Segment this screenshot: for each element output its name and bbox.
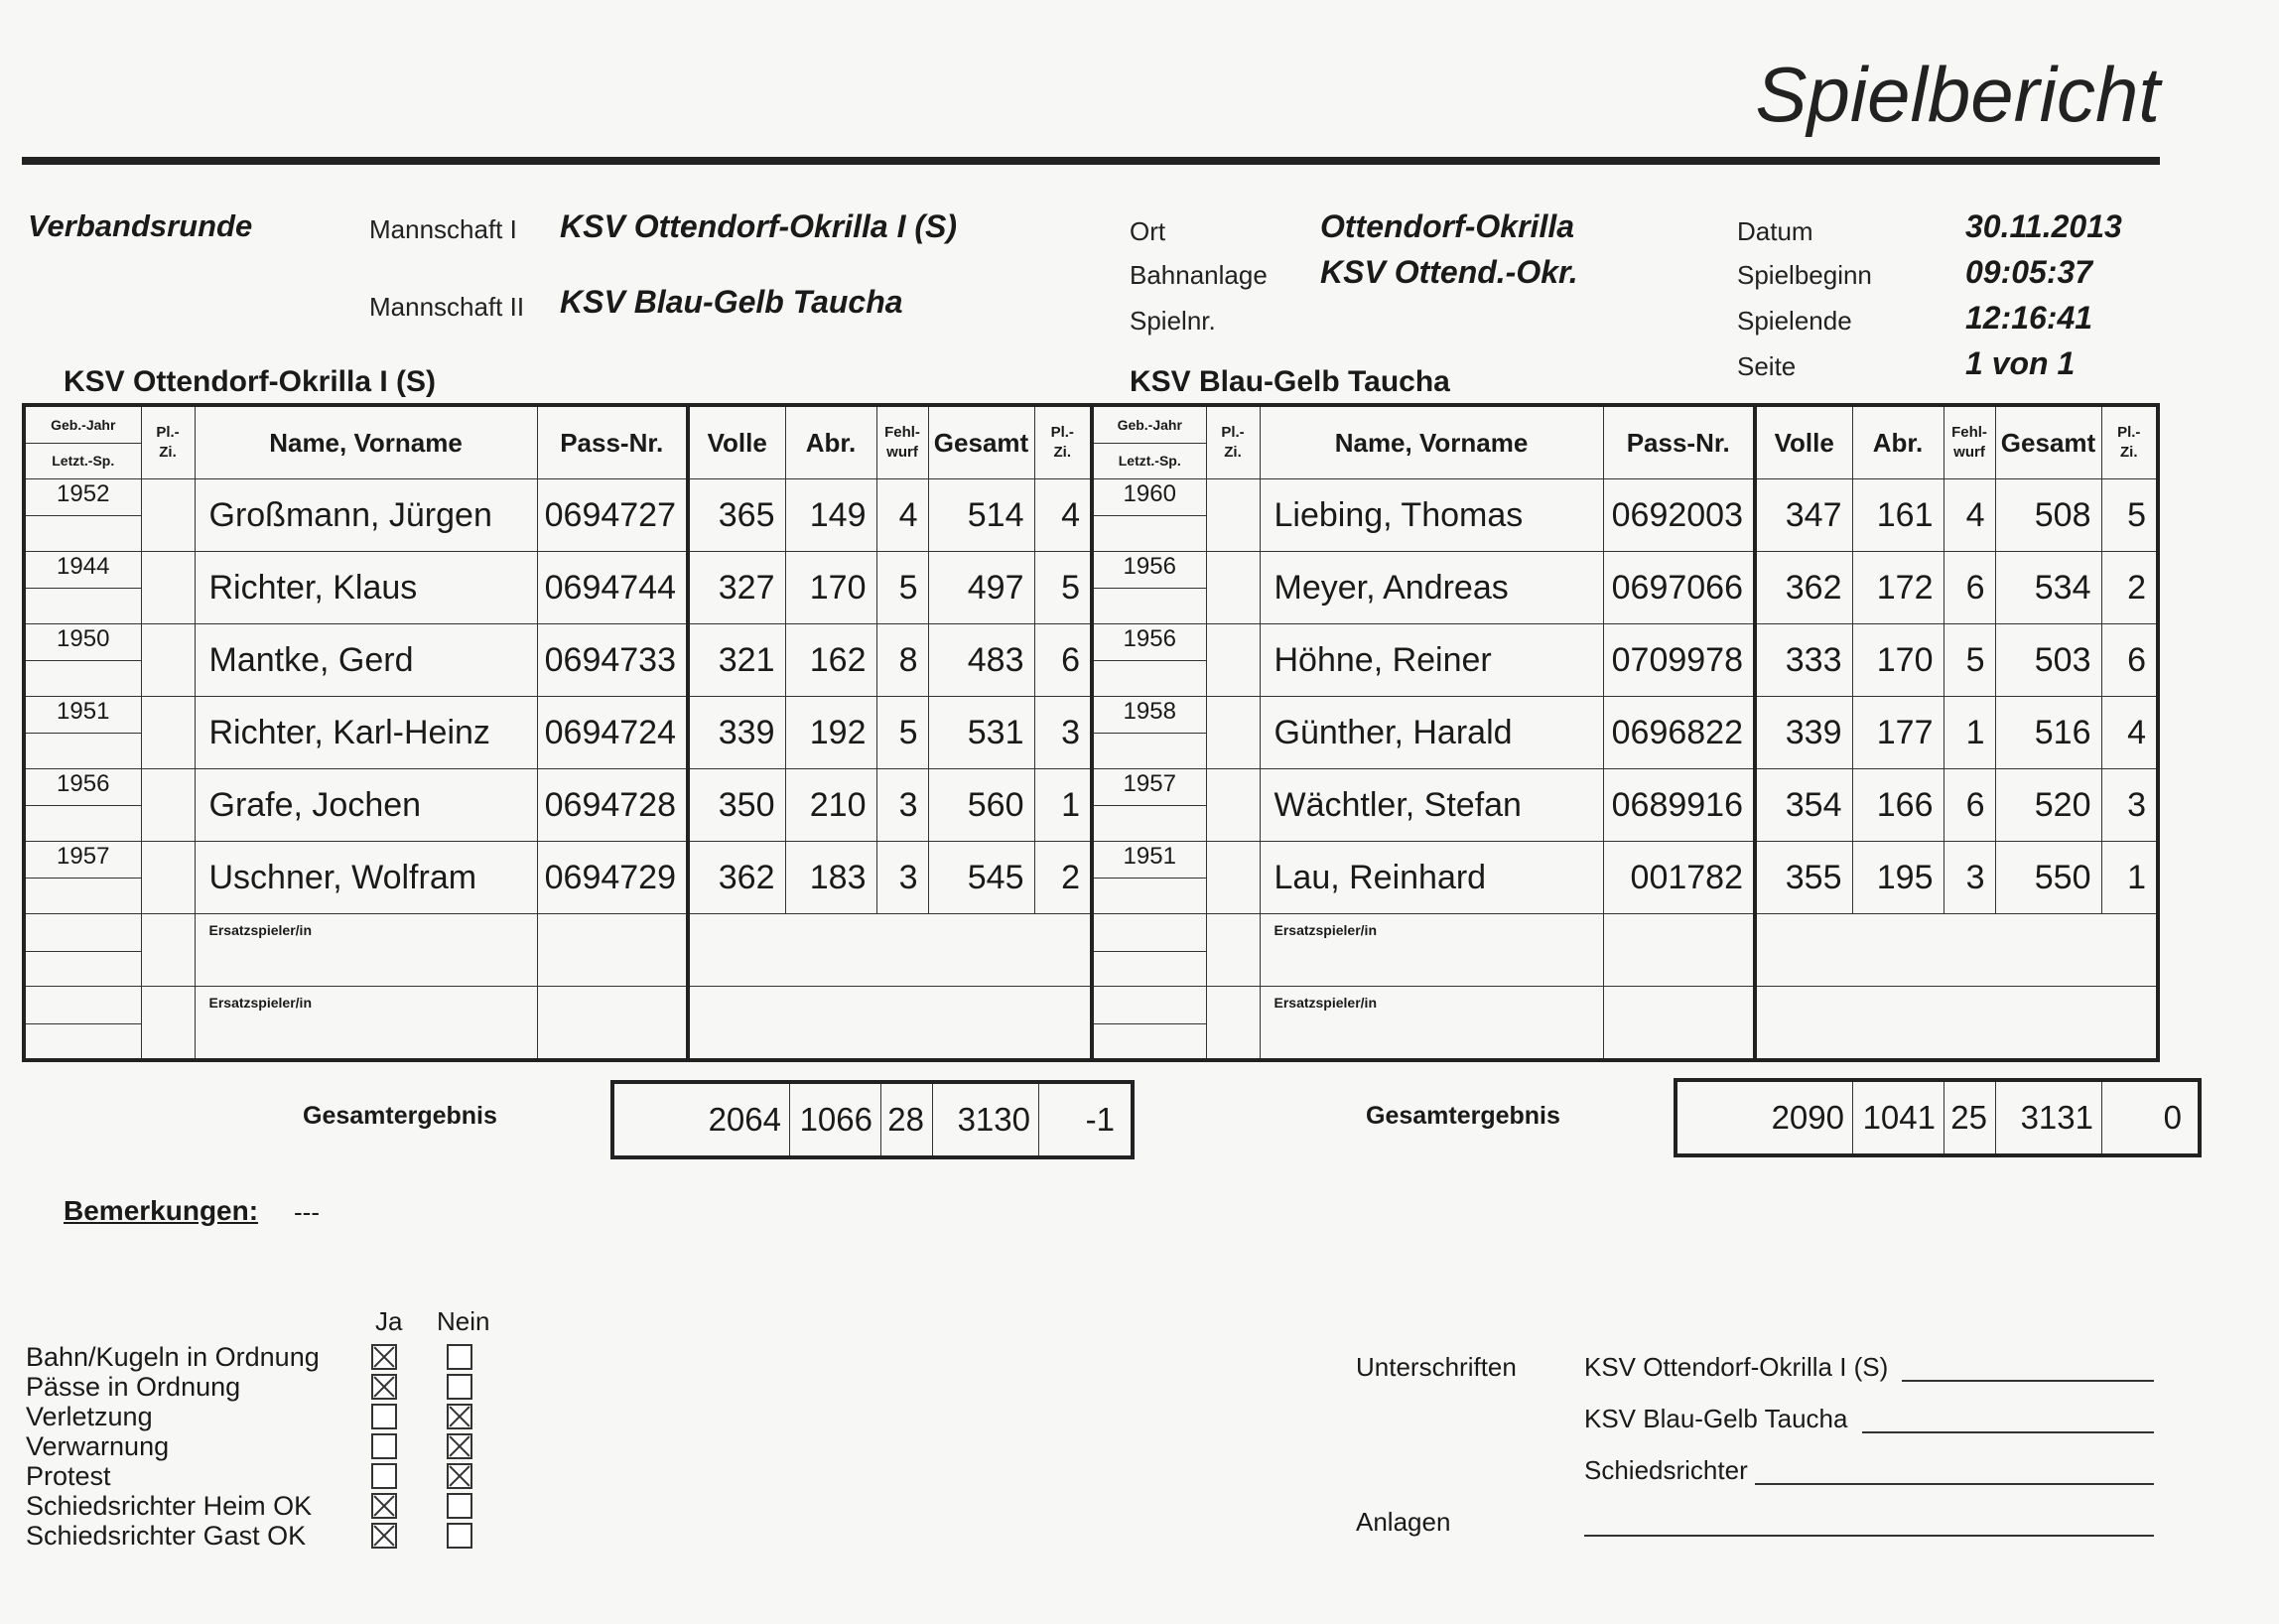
anlagen-line[interactable] [1584,1535,2154,1537]
col-plzi: Pl.- Zi. [1206,405,1260,479]
title-rule [22,157,2160,165]
player-volle: 355 [1755,842,1852,914]
checkbox-nein[interactable] [447,1404,472,1429]
datum-label: Datum [1737,216,1813,246]
col-pl: Pl.- Zi. [2101,405,2158,479]
player-year-cell [24,697,141,769]
checkbox-nein[interactable] [447,1463,472,1489]
player-fehl: 3 [1944,842,1995,914]
checkbox-ja[interactable] [371,1523,397,1549]
team2-name: KSV Blau-Gelb Taucha [560,284,903,320]
guest-total-box [1674,1078,2202,1157]
home-total-volle: 2064 [708,1101,781,1138]
player-row [24,479,1092,552]
player-pl: 2 [1034,842,1092,914]
substitute-row [1092,987,2158,1061]
substitute-plzi[interactable] [141,987,195,1061]
col-gesamt: Gesamt [928,405,1034,479]
player-fehl: 1 [1944,697,1995,769]
player-volle: 339 [1755,697,1852,769]
player-year: 1956 [26,769,141,806]
signature-team2-line[interactable] [1862,1431,2154,1433]
player-abr: 192 [785,697,876,769]
home-total-abr: 1066 [789,1084,880,1155]
checklist-item-label: Schiedsrichter Heim OK [26,1491,313,1521]
col-pass: Pass-Nr. [537,405,688,479]
checklist-item-label: Schiedsrichter Gast OK [26,1521,307,1551]
player-gesamt: 514 [928,479,1034,552]
col-pass: Pass-Nr. [1603,405,1755,479]
beginn-value: 09:05:37 [1965,254,2093,290]
player-name: Wächtler, Stefan [1260,769,1603,842]
player-gesamt: 497 [928,552,1034,624]
checklist-item-label: Protest [26,1461,111,1491]
player-year: 1950 [26,624,141,661]
signatures-label: Unterschriften [1356,1352,1517,1382]
player-pl: 4 [1034,479,1092,552]
substitute-plzi[interactable] [141,914,195,987]
player-pl: 2 [2101,552,2158,624]
player-pl: 3 [2101,769,2158,842]
player-fehl: 5 [876,552,928,624]
player-pass: 0697066 [1603,552,1755,624]
player-plzi [1206,479,1260,552]
checkbox-nein[interactable] [447,1433,472,1459]
player-abr: 161 [1852,479,1944,552]
substitute-pass[interactable] [1603,914,1755,987]
player-abr: 162 [785,624,876,697]
player-name: Uschner, Wolfram [195,842,537,914]
col-gebjahr: Geb.-Jahr Letzt.-Sp. [24,405,141,479]
signature-referee-line[interactable] [1755,1483,2154,1485]
player-fehl: 5 [1944,624,1995,697]
player-pass: 0696822 [1603,697,1755,769]
col-gesamt: Gesamt [1995,405,2101,479]
seite-label: Seite [1737,351,1797,381]
anlagen-label: Anlagen [1356,1507,1451,1537]
player-name: Lau, Reinhard [1260,842,1603,914]
col-name: Name, Vorname [195,405,537,479]
player-year: 1958 [1094,697,1206,734]
player-pl: 1 [1034,769,1092,842]
player-plzi [1206,552,1260,624]
home-total-fehl: 28 [880,1084,932,1155]
player-plzi [1206,624,1260,697]
player-plzi [141,624,195,697]
player-volle: 354 [1755,769,1852,842]
remarks-value: --- [294,1197,320,1227]
player-pl: 6 [1034,624,1092,697]
home-total-gesamt: 3130 [932,1084,1038,1155]
player-pl: 5 [2101,479,2158,552]
player-gesamt: 550 [1995,842,2101,914]
signature-team1-line[interactable] [1902,1380,2154,1382]
col-volle: Volle [1755,405,1852,479]
player-plzi [1206,697,1260,769]
player-name: Richter, Karl-Heinz [195,697,537,769]
player-row [1092,552,2158,624]
player-row [1092,697,2158,769]
player-year-cell [1092,624,1206,697]
home-total-pl: -1 [1038,1084,1123,1155]
player-fehl: 6 [1944,552,1995,624]
substitute-name[interactable]: Ersatzspieler/in [1260,914,1603,987]
player-volle: 362 [1755,552,1852,624]
player-year-cell [1092,697,1206,769]
player-name: Höhne, Reiner [1260,624,1603,697]
ort-value: Ottendorf-Okrilla [1320,208,1575,244]
player-plzi [141,552,195,624]
checkbox-nein[interactable] [447,1523,472,1549]
col-fehlwurf: Fehl- wurf [876,405,928,479]
player-volle: 347 [1755,479,1852,552]
player-volle: 333 [1755,624,1852,697]
player-year-cell [24,479,141,552]
substitute-pass[interactable] [537,914,688,987]
substitute-scores[interactable] [688,987,1092,1061]
substitute-pass[interactable] [1603,987,1755,1061]
col-fehlwurf: Fehl- wurf [1944,405,1995,479]
team2-label: Mannschaft II [369,292,525,322]
guest-total-volle: 2090 [1771,1099,1844,1136]
col-volle: Volle [688,405,785,479]
player-name: Richter, Klaus [195,552,537,624]
player-year: 1960 [1094,479,1206,516]
team1-name: KSV Ottendorf-Okrilla I (S) [560,208,958,244]
guest-total-label: Gesamtergebnis [1366,1102,1560,1130]
substitute-plzi[interactable] [1206,914,1260,987]
guest-total-pl: 0 [2101,1082,2190,1153]
player-volle: 350 [688,769,785,842]
checkbox-ja[interactable] [371,1493,397,1519]
player-abr: 166 [1852,769,1944,842]
checkbox-ja[interactable] [371,1433,397,1459]
bahn-label: Bahnanlage [1130,260,1268,290]
page-title: Spielbericht [1755,51,2160,138]
guest-total-abr: 1041 [1852,1082,1944,1153]
player-abr: 195 [1852,842,1944,914]
signature-team1-label: KSV Ottendorf-Okrilla I (S) [1584,1352,1889,1382]
guest-total-gesamt: 3131 [1995,1082,2101,1153]
col-name: Name, Vorname [1260,405,1603,479]
guest-table [1090,403,2160,1062]
player-year-cell [24,624,141,697]
player-name: Mantke, Gerd [195,624,537,697]
checkbox-nein[interactable] [447,1493,472,1519]
player-row [1092,769,2158,842]
signature-team2-label: KSV Blau-Gelb Taucha [1584,1404,1848,1433]
player-pl: 6 [2101,624,2158,697]
home-total-box [610,1080,1135,1159]
substitute-year-cell[interactable] [24,987,141,1061]
signature-referee-label: Schiedsrichter [1584,1455,1748,1485]
col-abr: Abr. [785,405,876,479]
datum-value: 30.11.2013 [1965,208,2122,244]
beginn-label: Spielbeginn [1737,260,1872,290]
player-year: 1957 [26,842,141,879]
player-plzi [141,479,195,552]
checkbox-nein[interactable] [447,1374,472,1400]
player-year: 1956 [1094,552,1206,589]
checkbox-ja[interactable] [371,1344,397,1370]
checkbox-ja[interactable] [371,1404,397,1429]
player-row [1092,842,2158,914]
player-pass: 0692003 [1603,479,1755,552]
player-year: 1952 [26,479,141,516]
substitute-year-cell[interactable] [24,914,141,987]
checklist-item-label: Verwarnung [26,1431,170,1461]
player-fehl: 5 [876,697,928,769]
player-plzi [1206,842,1260,914]
player-pass: 0694733 [537,624,688,697]
player-year-cell [1092,552,1206,624]
col-gebjahr: Geb.-Jahr Letzt.-Sp. [1092,405,1206,479]
player-fehl: 3 [876,842,928,914]
player-year-cell [1092,769,1206,842]
player-row [1092,624,2158,697]
player-row [24,697,1092,769]
substitute-plzi[interactable] [1206,987,1260,1061]
player-pass: 0694724 [537,697,688,769]
remarks-label: Bemerkungen: [64,1195,259,1226]
guest-total-fehl: 25 [1944,1082,1995,1153]
substitute-scores[interactable] [1755,987,2158,1061]
checklist-yes-header: Ja [375,1306,403,1336]
ende-value: 12:16:41 [1965,300,2093,336]
player-name: Großmann, Jürgen [195,479,537,552]
player-volle: 339 [688,697,785,769]
player-year: 1951 [1094,842,1206,879]
player-pass: 001782 [1603,842,1755,914]
player-plzi [141,842,195,914]
checkbox-ja[interactable] [371,1374,397,1400]
player-row [24,842,1092,914]
player-year-cell [24,842,141,914]
checkbox-ja[interactable] [371,1463,397,1489]
player-abr: 149 [785,479,876,552]
player-row [24,624,1092,697]
spielnr-label: Spielnr. [1130,306,1216,336]
player-year-cell [24,769,141,842]
player-name: Grafe, Jochen [195,769,537,842]
player-gesamt: 520 [1995,769,2101,842]
home-total-label: Gesamtergebnis [303,1102,497,1130]
player-pl: 3 [1034,697,1092,769]
player-plzi [141,697,195,769]
bahn-value: KSV Ottend.-Okr. [1320,254,1578,290]
team1-label: Mannschaft I [369,214,517,244]
player-gesamt: 534 [1995,552,2101,624]
substitute-scores[interactable] [1755,914,2158,987]
player-volle: 321 [688,624,785,697]
player-pass: 0694727 [537,479,688,552]
substitute-row [24,987,1092,1061]
player-year-cell [1092,479,1206,552]
player-year: 1956 [1094,624,1206,661]
ende-label: Spielende [1737,306,1852,336]
player-name: Meyer, Andreas [1260,552,1603,624]
substitute-row [24,914,1092,987]
home-team-heading: KSV Ottendorf-Okrilla I (S) [64,365,437,398]
player-pl: 4 [2101,697,2158,769]
player-row [24,552,1092,624]
substitute-name[interactable]: Ersatzspieler/in [195,914,537,987]
player-year: 1951 [26,697,141,734]
checklist-item-label: Verletzung [26,1402,153,1431]
player-gesamt: 483 [928,624,1034,697]
player-fehl: 4 [1944,479,1995,552]
substitute-year-cell[interactable] [1092,987,1206,1061]
player-year-cell [1092,842,1206,914]
substitute-year-cell[interactable] [1092,914,1206,987]
player-name: Günther, Harald [1260,697,1603,769]
guest-team-heading: KSV Blau-Gelb Taucha [1130,365,1450,398]
seite-value: 1 von 1 [1965,345,2076,381]
player-abr: 177 [1852,697,1944,769]
player-abr: 170 [1852,624,1944,697]
player-plzi [141,769,195,842]
player-pass: 0694744 [537,552,688,624]
substitute-scores[interactable] [688,914,1092,987]
player-pl: 1 [2101,842,2158,914]
player-gesamt: 545 [928,842,1034,914]
player-year-cell [24,552,141,624]
substitute-row [1092,914,2158,987]
checkbox-nein[interactable] [447,1344,472,1370]
home-table [22,403,1094,1062]
player-plzi [1206,769,1260,842]
player-pass: 0694728 [537,769,688,842]
player-pass: 0694729 [537,842,688,914]
substitute-pass[interactable] [537,987,688,1061]
player-abr: 210 [785,769,876,842]
round-label: Verbandsrunde [28,208,253,243]
player-gesamt: 503 [1995,624,2101,697]
player-abr: 172 [1852,552,1944,624]
player-gesamt: 560 [928,769,1034,842]
checklist-item-label: Bahn/Kugeln in Ordnung [26,1342,320,1372]
player-row [1092,479,2158,552]
player-fehl: 3 [876,769,928,842]
substitute-name[interactable]: Ersatzspieler/in [195,987,537,1061]
player-gesamt: 508 [1995,479,2101,552]
player-abr: 170 [785,552,876,624]
player-abr: 183 [785,842,876,914]
player-year: 1944 [26,552,141,589]
col-plzi: Pl.- Zi. [141,405,195,479]
player-gesamt: 516 [1995,697,2101,769]
col-pl: Pl.- Zi. [1034,405,1092,479]
player-gesamt: 531 [928,697,1034,769]
checklist-no-header: Nein [437,1306,490,1336]
player-volle: 365 [688,479,785,552]
player-pass: 0709978 [1603,624,1755,697]
player-name: Liebing, Thomas [1260,479,1603,552]
player-volle: 327 [688,552,785,624]
player-volle: 362 [688,842,785,914]
player-fehl: 6 [1944,769,1995,842]
checklist-item-label: Pässe in Ordnung [26,1372,241,1402]
player-fehl: 8 [876,624,928,697]
substitute-name[interactable]: Ersatzspieler/in [1260,987,1603,1061]
player-year: 1957 [1094,769,1206,806]
col-abr: Abr. [1852,405,1944,479]
player-pl: 5 [1034,552,1092,624]
player-fehl: 4 [876,479,928,552]
player-pass: 0689916 [1603,769,1755,842]
ort-label: Ort [1130,216,1166,246]
player-row [24,769,1092,842]
